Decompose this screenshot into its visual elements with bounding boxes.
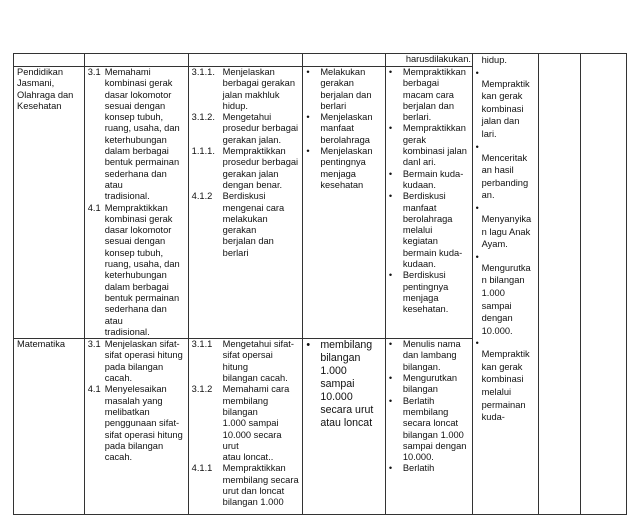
column6-entry <box>476 78 535 141</box>
numbered-item <box>192 339 300 384</box>
item-line: bilangan cacah. <box>222 373 288 384</box>
item-line: jalan makhluk <box>222 89 280 100</box>
item-line: melibatkan <box>104 406 150 417</box>
numbered-item <box>88 339 185 384</box>
bullet-line: kesehatan <box>320 179 364 190</box>
subject-line: Kesehatan <box>17 100 62 111</box>
item-line: cacah. <box>104 452 133 463</box>
bullet-line: manfaat <box>402 202 437 213</box>
bullet-line: Mempraktikkan <box>402 123 466 134</box>
item-line: pada bilangan <box>104 361 164 372</box>
bullet-line: bilangan <box>320 352 361 365</box>
bullet-line: melalui kegiatan <box>402 225 438 247</box>
cell-column6 <box>472 54 538 515</box>
item-line: masalah yang <box>104 395 163 406</box>
bullet-line: gerakan <box>320 78 354 89</box>
item-number: 4.1 <box>87 384 101 395</box>
item-line: tradisional. <box>104 326 150 337</box>
numbered-item <box>192 67 300 112</box>
bullet-line: berjalan dan <box>320 89 372 100</box>
item-line: sifat operasi hitung <box>104 429 183 440</box>
item-line: kombinasi gerak <box>104 213 173 224</box>
column6-entry <box>476 262 535 338</box>
bullet-text <box>403 339 469 373</box>
item-text <box>223 191 300 259</box>
bullet-text <box>403 123 469 168</box>
bullet-line: kudaan. <box>402 259 436 270</box>
bullet-icon: • <box>306 67 310 77</box>
item-line: pada bilangan <box>104 440 164 451</box>
bullet-text <box>403 270 469 315</box>
numbered-item <box>88 203 185 339</box>
bullet-line: kombinasi jalan <box>402 146 467 157</box>
bullet-line: gerak <box>402 134 427 145</box>
item-line: penggunaan sifat- <box>104 418 180 429</box>
column6-line: 1.000 <box>481 287 505 298</box>
bullet-item <box>306 112 382 146</box>
numbered-item <box>88 67 185 203</box>
bullet-line: berjalan dan <box>402 100 455 111</box>
bullet-line: Berlatih <box>402 395 435 406</box>
item-line: keterhubungan <box>104 270 167 281</box>
bullet-line: pentingnya <box>320 157 366 168</box>
item-text <box>223 339 300 384</box>
cell-column8 <box>580 54 626 515</box>
item-line: dengan benar. <box>222 179 283 190</box>
item-line: Berdiskusi <box>222 191 266 202</box>
item-line: Mempraktikkan <box>104 202 168 213</box>
item-number: 3.1 <box>87 67 101 77</box>
item-line: dasar lokomotor <box>104 225 172 236</box>
column6-line: permainan <box>481 399 526 410</box>
cell-subject <box>14 339 85 515</box>
subject-name <box>17 339 81 350</box>
bullet-line: bilangan. <box>402 361 441 372</box>
item-line: berjalan dan berlari <box>222 236 274 258</box>
bullet-icon: • <box>388 395 393 406</box>
column6-line: kan gerak <box>481 91 523 102</box>
bullet-text <box>320 112 382 146</box>
cell-indicators <box>188 54 303 67</box>
item-line: prosedur berbagai <box>222 123 299 134</box>
item-text <box>223 384 300 463</box>
item-line: cacah. <box>104 373 133 384</box>
bullet-item <box>389 67 469 123</box>
item-line: bilangan 1.000 <box>222 497 284 508</box>
bullet-icon: • <box>388 168 393 179</box>
bullet-icon: • <box>306 146 310 157</box>
bullet-line: Bermain kuda- <box>402 168 464 179</box>
activities-list <box>389 67 469 316</box>
subject-name <box>17 67 81 112</box>
bullet-line: berolahraga <box>320 134 370 145</box>
bullet-icon: • <box>388 463 393 474</box>
cell-column7 <box>539 54 581 515</box>
column6-line: Menyanyika <box>481 213 532 224</box>
bullet-line: atau loncat <box>320 417 373 430</box>
item-number: 3.1.1. <box>191 67 215 77</box>
bullet-text <box>403 463 469 474</box>
column6-continuation: hidup. <box>481 55 507 65</box>
bullet-line: kudaan. <box>402 179 436 190</box>
bullet-text <box>403 373 469 396</box>
indicators-list <box>192 339 300 508</box>
column6-line: kombinasi <box>481 374 524 385</box>
item-line: prosedur berbagai <box>222 157 299 168</box>
item-line: Mengetahui <box>222 112 272 123</box>
item-line: bentuk permainan <box>104 292 180 303</box>
item-line: Menjelaskan sifat- <box>104 339 180 350</box>
item-text <box>223 112 300 146</box>
numbered-item <box>192 384 300 463</box>
column6-line: an hasil <box>481 165 514 176</box>
item-line: dalam berbagai <box>104 146 169 157</box>
item-line: gerakan jalan <box>222 168 279 179</box>
item-line: membilang secara <box>222 474 299 485</box>
column6-line: melalui <box>481 387 512 398</box>
column6-line: kombinasi <box>481 103 524 114</box>
bullet-item <box>306 339 382 430</box>
activities-continuation-text: harusdilakukan. <box>405 54 471 64</box>
column6-line: jalan dan <box>481 116 520 127</box>
bullet-line: kesehatan. <box>402 304 449 315</box>
item-line: sederhana dan atau <box>104 168 167 190</box>
numbered-item <box>88 384 185 463</box>
bullet-line: Berlatih <box>402 463 435 474</box>
bullet-icon: • <box>388 373 393 384</box>
bullet-line: macam cara <box>402 89 454 100</box>
standards-list <box>88 67 185 338</box>
bullet-line: Berdiskusi <box>402 270 446 281</box>
table-row-continuation <box>14 54 627 67</box>
bullet-text <box>403 191 469 270</box>
bullet-item <box>389 463 469 474</box>
item-line: dalam berbagai <box>104 281 169 292</box>
bullet-line: Mengurutkan <box>402 373 458 384</box>
column6-line: Menceritak <box>481 152 528 163</box>
item-line: berbagai gerakan <box>222 78 296 89</box>
bullet-line: bilangan <box>402 384 438 395</box>
cell-activities <box>385 67 472 339</box>
bullet-line: berlari <box>320 100 347 111</box>
column6-entry <box>476 213 535 251</box>
column6-line: sampai <box>481 300 512 311</box>
item-line: 10.000 secara urut <box>222 429 282 451</box>
bullet-item <box>306 146 382 191</box>
item-number: 4.1.2 <box>191 191 213 202</box>
bullet-icon: • <box>306 339 311 352</box>
bullet-icon: • <box>388 339 393 350</box>
cell-objectives <box>303 54 386 67</box>
numbered-item <box>192 146 300 191</box>
bullet-item <box>389 169 469 192</box>
indicators-list <box>192 67 300 259</box>
column6-line: n lagu Anak <box>481 226 531 237</box>
item-line: membilang bilangan <box>222 395 269 417</box>
bullet-line: bermain kuda- <box>402 247 463 258</box>
bullet-line: danl ari. <box>402 157 436 168</box>
cell-standards <box>84 339 188 515</box>
item-line: konsep tubuh, <box>104 247 164 258</box>
item-line: sederhana dan atau <box>104 304 167 326</box>
bullet-item <box>306 67 382 112</box>
column6-line: an. <box>481 190 495 201</box>
standards-list <box>88 339 185 463</box>
bullet-line: 10.000. <box>402 452 434 463</box>
item-number: 4.1 <box>87 202 101 213</box>
column6-line: Mempraktik <box>481 78 530 89</box>
column6-line: n bilangan <box>481 275 525 286</box>
column6-entry <box>476 348 535 424</box>
item-text <box>223 146 300 191</box>
bullet-line: Menulis nama <box>402 339 461 350</box>
bullet-line: membilang <box>402 406 449 417</box>
item-line: tradisional. <box>104 191 150 202</box>
item-text <box>105 384 185 463</box>
item-number: 4.1.1 <box>191 463 213 474</box>
item-line: dasar lokomotor <box>104 89 172 100</box>
item-text <box>105 67 185 203</box>
bullet-line: manfaat <box>320 123 354 134</box>
bullet-item <box>389 270 469 315</box>
cell-subject <box>14 54 85 67</box>
item-line: hidup. <box>222 100 248 111</box>
bullet-item <box>389 373 469 396</box>
item-line: sesuai dengan <box>104 100 166 111</box>
bullet-line: bilangan 1.000 <box>402 429 464 440</box>
item-line: bentuk permainan <box>104 157 180 168</box>
item-line: Mengetahui sifat- <box>222 339 294 350</box>
column6-line: kan gerak <box>481 361 523 372</box>
bullet-icon: • <box>475 338 479 349</box>
cell-subject <box>14 67 85 339</box>
item-number: 3.1.1 <box>191 339 213 350</box>
item-number: 3.1.2 <box>191 384 213 395</box>
column6-list <box>476 67 535 424</box>
item-line: sesuai dengan <box>104 236 166 247</box>
item-line: sifat operasi hitung <box>104 350 183 361</box>
item-line: Mempraktikkan <box>222 146 286 157</box>
bullet-line: sampai dengan <box>402 440 467 451</box>
item-number: 3.1 <box>87 339 101 350</box>
column6-line: dengan <box>481 313 513 324</box>
bullet-icon: • <box>388 123 393 134</box>
bullet-line: menjaga <box>320 168 356 179</box>
objectives-list <box>306 67 382 191</box>
activities-list <box>389 339 469 475</box>
bullet-text <box>320 67 382 112</box>
cell-activities <box>385 339 472 515</box>
bullet-line: secara loncat <box>402 418 459 429</box>
item-line: sifat opersai hitung <box>222 350 273 372</box>
item-line: Memahami cara <box>222 384 290 395</box>
item-line: gerakan jalan. <box>222 134 282 145</box>
bullet-text <box>403 396 469 464</box>
item-line: ruang, usaha, dan <box>104 123 180 134</box>
item-line: Mempraktikkan <box>222 463 286 474</box>
bullet-icon: • <box>388 67 393 77</box>
column6-line: 10.000. <box>481 325 513 336</box>
cell-objectives <box>303 339 386 515</box>
bullet-line: secara urut <box>320 404 374 417</box>
bullet-icon: • <box>475 67 479 78</box>
bullet-line: berlari. <box>402 112 432 123</box>
item-line: urut dan loncat <box>222 485 285 496</box>
bullet-line: Berdiskusi <box>402 191 446 202</box>
column6-entry <box>476 152 535 202</box>
bullet-text <box>320 339 382 430</box>
cell-objectives <box>303 67 386 339</box>
item-line: ruang, usaha, dan <box>104 259 180 270</box>
item-text <box>105 203 185 339</box>
column6-line: Mengurutka <box>481 262 531 273</box>
subject-line: Matematika <box>17 339 66 350</box>
item-line: kombinasi gerak <box>104 78 173 89</box>
cell-standards <box>84 54 188 67</box>
bullet-icon: • <box>388 270 393 281</box>
bullet-text <box>403 169 469 192</box>
item-text <box>223 67 300 112</box>
item-line: melakukan gerakan <box>222 213 268 236</box>
bullet-icon: • <box>475 202 479 213</box>
bullet-line: Menjelaskan <box>320 112 373 123</box>
bullet-line: 1.000 sampai <box>320 365 355 391</box>
bullet-line: dan lambang <box>402 350 457 361</box>
item-text <box>223 463 300 508</box>
item-line: 1.000 sampai <box>222 418 279 429</box>
objectives-list <box>306 339 382 430</box>
item-line: Menjelaskan <box>222 67 275 77</box>
column6-line: perbanding <box>481 177 529 188</box>
cell-indicators <box>188 339 303 515</box>
item-text <box>105 339 185 384</box>
item-line: Memahami <box>104 67 151 77</box>
bullet-line: Melakukan <box>320 67 366 77</box>
numbered-item <box>192 112 300 146</box>
bullet-item <box>389 339 469 373</box>
cell-standards <box>84 67 188 339</box>
bullet-item <box>389 191 469 270</box>
bullet-text <box>403 67 469 123</box>
subject-line: Pendidikan <box>17 67 64 77</box>
bullet-icon: • <box>475 141 479 152</box>
item-line: atau loncat.. <box>222 452 274 463</box>
numbered-item <box>192 191 300 259</box>
column6-line: kuda- <box>481 412 505 423</box>
column6-line: lari. <box>481 128 497 139</box>
item-line: Menyelesaikan <box>104 384 167 395</box>
bullet-item <box>389 123 469 168</box>
cell-indicators <box>188 67 303 339</box>
bullet-item <box>389 396 469 464</box>
column6-line: Mempraktik <box>481 349 530 360</box>
bullet-line: Menjelaskan <box>320 146 373 157</box>
bullet-line: Mempraktikkan <box>402 67 466 77</box>
bullet-line: berolahraga <box>402 213 453 224</box>
item-line: konsep tubuh, <box>104 112 164 123</box>
subject-line: Jasmani, <box>17 78 55 89</box>
bullet-line: menjaga <box>402 292 439 303</box>
bullet-text <box>320 146 382 191</box>
item-line: mengenai cara <box>222 202 285 213</box>
bullet-icon: • <box>306 112 310 123</box>
item-line: keterhubungan <box>104 134 167 145</box>
bullet-line: 10.000 <box>320 391 353 404</box>
column6-line: Ayam. <box>481 239 508 250</box>
cell-activities <box>385 54 472 67</box>
bullet-icon: • <box>388 191 393 202</box>
bullet-icon: • <box>475 251 479 262</box>
lesson-plan-sheet <box>13 53 627 515</box>
numbered-item <box>192 463 300 508</box>
item-number: 3.1.2. <box>191 112 215 123</box>
bullet-line: membilang <box>320 339 373 352</box>
lesson-plan-table <box>13 53 627 515</box>
subject-line: Olahraga dan <box>17 89 74 100</box>
item-number: 1.1.1. <box>191 146 215 157</box>
bullet-line: pentingnya <box>402 281 449 292</box>
bullet-line: berbagai <box>402 78 440 89</box>
